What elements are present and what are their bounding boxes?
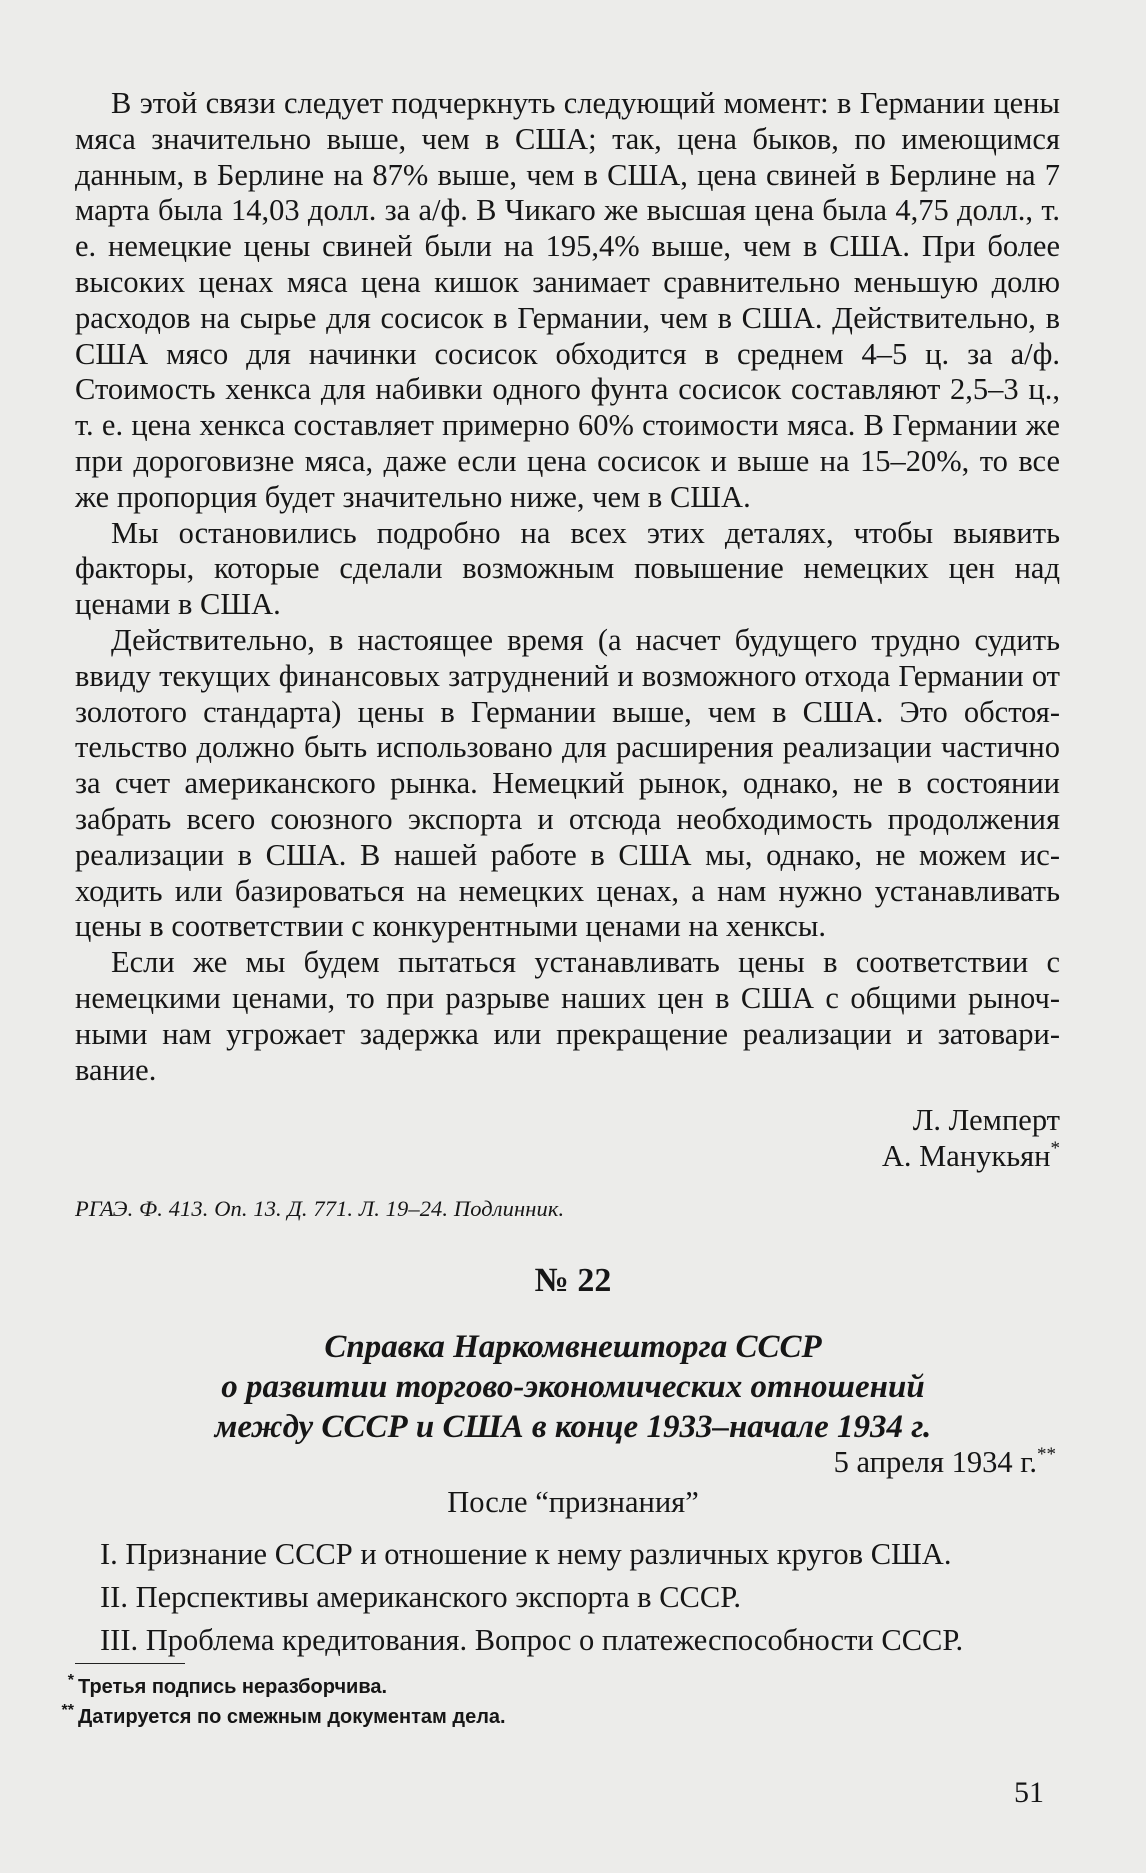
footnotes [60, 1672, 506, 1732]
section-list [100, 1533, 963, 1662]
title-line: между СССР и США в конце 1933–начале 1934 г. [214, 1409, 932, 1445]
footnote [60, 1672, 506, 1702]
title-line: о развитии торгово-экономических отношений [221, 1369, 925, 1405]
signature-manukyan [882, 1138, 1060, 1174]
section-item: II. Перспективы американского экспорта в СССР. [100, 1580, 742, 1614]
section-item: III. Проблема кредитования. Вопрос о платежеспособности СССР. [100, 1623, 964, 1657]
paragraph: В этой связи следует подчеркнуть следующий момент: в Германии цены мяса значительно выше, чем в США; так, цена быков, по имеющимся данным, в Берлине на 87% выше, чем в США, цена свиней в Берлине на 7 марта была 14,03 долл. за а/ф. В Чикаго же высшая цена была 4,75 долл., т. е. немецкие цены свиней были на 195,4% выше, чем в США. При более высоких ценах мяса цена кишок занимает сравнительно меньшую долю расходов на сырье для сосисок в Германии, чем в США. Действительно, в США мясо для начинки сосисок обходится в среднем 4–5 ц. за а/ф. Стоимость хенкса для набивки одного фунта сосисок составляют 2,5–3 ц., т. е. цена хенкса составляет примерно 60% стоимости мяса. В Германии же при дороговизне мяса, даже если цена сосисок и выше на 15–20%, то все же пропорция будет значительно ниже, чем в США. [75, 86, 1060, 514]
paragraph: Если же мы будем пытаться устанавливать цены в соответствии с немецкими ценами, то при разрыве наших цен в США с общими рыночными нам угрожает задержка или прекращение реализации и затоваривание. [75, 945, 1060, 1087]
section-item: I. Признание СССР и отношение к нему различных кругов США. [100, 1537, 952, 1571]
page-number: 51 [1014, 1776, 1044, 1809]
footnote [60, 1702, 506, 1732]
signatures [882, 1102, 1060, 1174]
main-text [75, 86, 1060, 1088]
footnote-text: Третья подпись неразборчива. [78, 1676, 388, 1698]
footnote-marker: * [1050, 1138, 1060, 1159]
document-title [0, 1327, 1146, 1447]
section-heading: После “признания” [447, 1485, 699, 1519]
date-text: 5 апреля 1934 г. [833, 1445, 1037, 1479]
document-date [834, 1445, 1056, 1480]
signature-lempert: Л. Лемперт [912, 1103, 1060, 1137]
footnote-mark: ** [61, 1702, 74, 1719]
document-number: № 22 [534, 1262, 612, 1299]
footnote-mark: * [67, 1672, 74, 1689]
paragraph: Мы остановились подробно на всех этих деталях, чтобы выявить факторы, которые сделали возможным повышение немецких цен над ценами в США. [75, 515, 1060, 622]
archive-reference: РГАЭ. Ф. 413. Оп. 13. Д. 771. Л. 19–24. Подлинник. [75, 1196, 565, 1221]
paragraph: Действительно, в настоящее время (а насчет будущего трудно судить ввиду текущих финансовых затруднений и возможного отхода Германии от золотого стандарта) цены в Германии выше, чем в США. Это обстоятельство должно быть использовано для расширения реализации частично за счет американского рынка. Немецкий рынок, однако, не в состоянии забрать всего союзного экспорта и отсюда необходимость продолжения реализации в США. В нашей работе в США мы, однако, не можем исходить или базироваться на немецких ценах, а нам нужно устанавливать цены в соответствии с конкурентными ценами на хенксы. [75, 622, 1060, 944]
signature-name: А. Манукьян [881, 1139, 1051, 1173]
footnote-marker: ** [1037, 1444, 1056, 1465]
footnote-text: Датируется по смежным документам дела. [78, 1706, 506, 1728]
title-line: Справка Наркомвнешторга СССР [324, 1329, 822, 1365]
footnote-divider [75, 1663, 185, 1664]
